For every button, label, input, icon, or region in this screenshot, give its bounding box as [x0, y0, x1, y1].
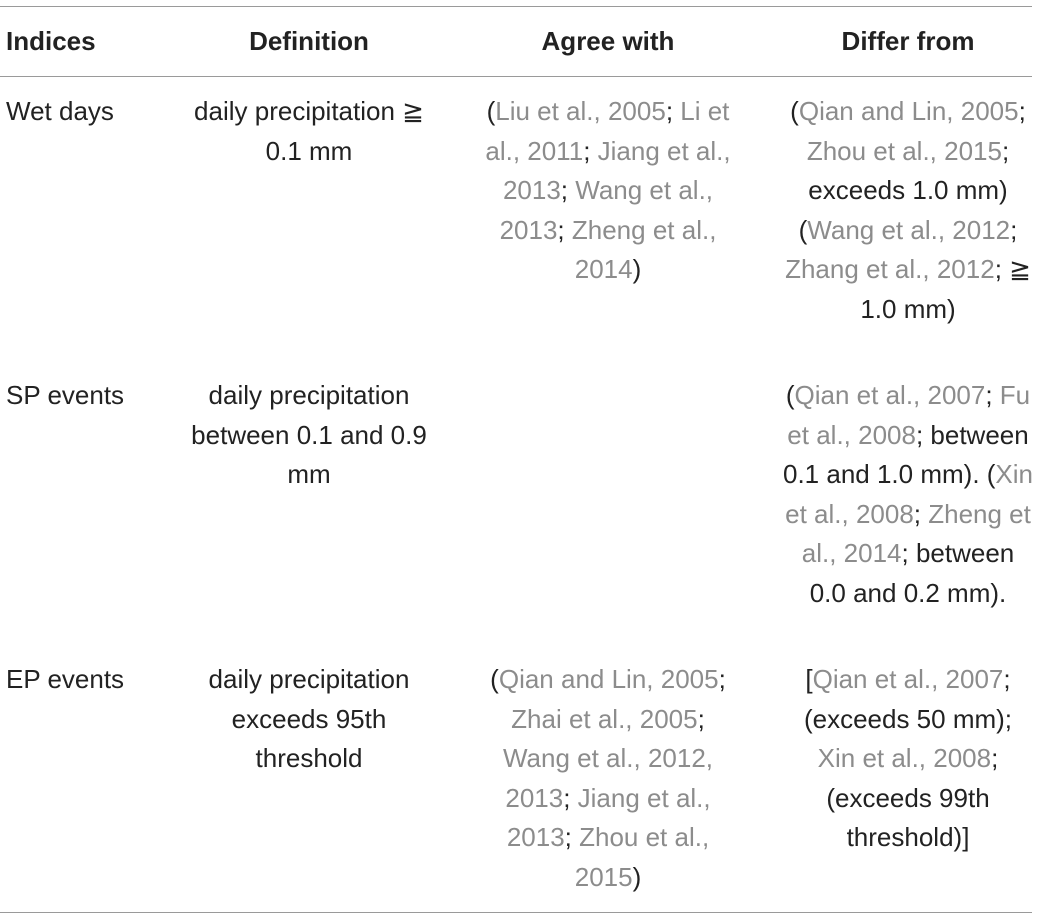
cell-text: ;	[563, 782, 578, 813]
row-sp-events-differ	[782, 376, 1034, 614]
cell-text: ;	[1010, 214, 1018, 245]
cell-text: ;	[560, 175, 576, 206]
cell-text: ;	[985, 380, 1000, 410]
citation-link[interactable]: Qian and Lin, 2005	[798, 96, 1019, 126]
cell-text: ; exceeds 1.0 mm) (	[798, 135, 1010, 245]
row-ep-events-differ	[782, 660, 1034, 858]
row-sp-events-index: SP events	[6, 380, 125, 410]
cell-text: ;	[718, 664, 726, 694]
cell-text: ;	[1018, 96, 1026, 126]
citation-link[interactable]: Xin et al., 2008	[817, 743, 992, 774]
citation-link[interactable]: Zhou et al., 2015	[806, 135, 1002, 166]
cell-text: ;	[583, 135, 598, 166]
row-sp-events-definition: daily precipitation between 0.1 and 0.9 mm	[191, 380, 427, 490]
row-ep-events-agree	[478, 660, 738, 898]
cell-text: ; ≧ 1.0 mm)	[860, 254, 1031, 324]
cell-text: ;	[913, 498, 929, 529]
header-definition: Definition	[249, 26, 369, 56]
citation-link[interactable]: Wang et al., 2013	[499, 175, 714, 245]
cell-text: ;	[697, 703, 705, 734]
citation-link[interactable]: Li et al., 2011	[485, 96, 730, 166]
cell-text: [	[805, 664, 813, 694]
citation-link[interactable]: Qian and Lin, 2005	[498, 664, 719, 694]
cell-text: ; (exceeds 50 mm);	[803, 664, 1013, 734]
row-ep-events-index: EP events	[6, 664, 125, 694]
cell-text: (	[486, 96, 496, 126]
citation-link[interactable]: Jiang et al., 2013	[506, 782, 711, 853]
cell-text: )	[632, 254, 642, 285]
citation-link[interactable]: Qian et al., 2007	[812, 664, 1004, 694]
top-rule	[0, 6, 1032, 7]
citation-link[interactable]: Liu et al., 2005	[495, 96, 666, 126]
bottom-rule	[0, 912, 1032, 913]
cell-text: ;	[665, 96, 681, 126]
header-indices: Indices	[6, 26, 96, 56]
row-wet-days-definition: daily precipitation ≧ 0.1 mm	[194, 96, 424, 166]
header-differ-from: Differ from	[841, 26, 975, 56]
citation-link[interactable]: Wang et al., 2012	[807, 214, 1011, 245]
cell-text: )	[632, 861, 642, 892]
cell-text: ;	[557, 214, 572, 245]
header-agree-with: Agree with	[541, 26, 675, 56]
cell-text: ; between 0.0 and 0.2 mm).	[809, 538, 1015, 608]
citation-link[interactable]: Jiang et al., 2013	[502, 135, 731, 206]
citation-link[interactable]: Zhai et al., 2005	[511, 703, 698, 734]
header-rule	[0, 76, 1032, 77]
cell-text: ;	[564, 822, 580, 853]
cell-text: ; between 0.1 and 1.0 mm). (	[783, 419, 1029, 490]
cell-text: (	[790, 96, 799, 126]
citation-link[interactable]: Zhang et al., 2012	[785, 254, 995, 285]
cell-text: (	[785, 380, 795, 410]
citation-link[interactable]: Qian et al., 2007	[794, 380, 986, 410]
citation-link[interactable]: Zheng et al., 2014	[801, 498, 1031, 569]
citation-link[interactable]: Xin et al., 2008	[785, 459, 1033, 529]
row-wet-days-differ	[782, 92, 1034, 330]
citation-link[interactable]: Zhou et al., 2015	[574, 822, 710, 892]
row-wet-days-agree	[478, 92, 738, 290]
citation-link[interactable]: Fu et al., 2008	[787, 380, 1031, 450]
cell-text: (	[490, 664, 499, 694]
cell-text: ; (exceeds 99th threshold)]	[826, 743, 999, 853]
row-ep-events-definition: daily precipitation exceeds 95th threshold	[208, 664, 410, 774]
row-wet-days-index: Wet days	[6, 96, 114, 126]
citation-link[interactable]: Zheng et al., 2014	[571, 214, 717, 285]
citation-link[interactable]: Wang et al., 2012, 2013	[502, 743, 714, 813]
